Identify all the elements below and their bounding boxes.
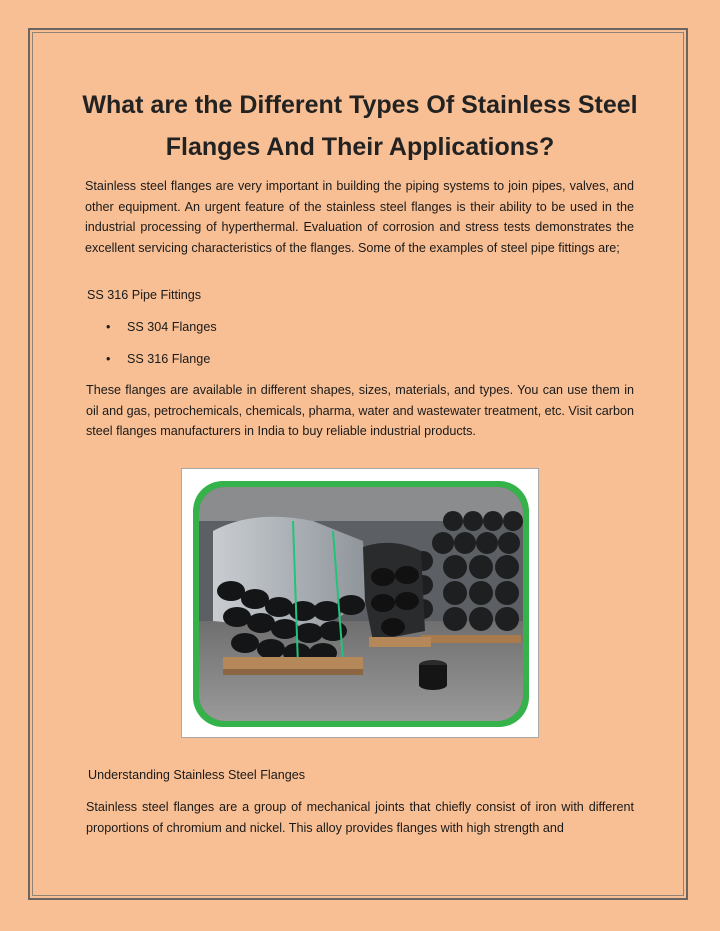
page-title [60,84,660,168]
pipe-fittings-photo [193,481,529,727]
list-item [106,318,217,336]
list-item-label: SS 304 Flanges [127,320,217,334]
section-heading: Understanding Stainless Steel Flanges [88,768,306,782]
list-item [106,350,210,368]
title-line-1: What are the Different Types Of Stainless Steel [82,91,638,119]
list-heading: SS 316 Pipe Fittings [87,288,202,302]
title-line-2: Flanges And Their Applications? [165,133,555,161]
third-paragraph: Stainless steel flanges are a group of mechanical joints that chiefly consist of iron with different proportions of chromium and nickel. This alloy provides flanges with high strength and [86,800,634,835]
second-paragraph: These flanges are available in different shapes, sizes, materials, and types. You can use them in oil and gas, petrochemicals, chemicals, pharma, water and wastewater treatment, etc. Visit carbon steel flanges manufacturers in India to buy reliable industrial products. [86,383,634,438]
bullet-icon: • [106,320,111,334]
list-item-label: SS 316 Flange [127,352,211,366]
product-photo-frame [181,468,539,738]
intro-paragraph: Stainless steel flanges are very important in building the piping systems to join pipes, valves, and other equipment. An urgent feature of the stainless steel flanges is their ability to be used in the industrial processing of hyperthermal. Evaluation of corrosion and stress tests demonstrates the excellent servicing characteristics of the flanges. Some of the examples of steel pipe fittings are; [85,179,634,255]
bullet-icon: • [106,352,111,366]
